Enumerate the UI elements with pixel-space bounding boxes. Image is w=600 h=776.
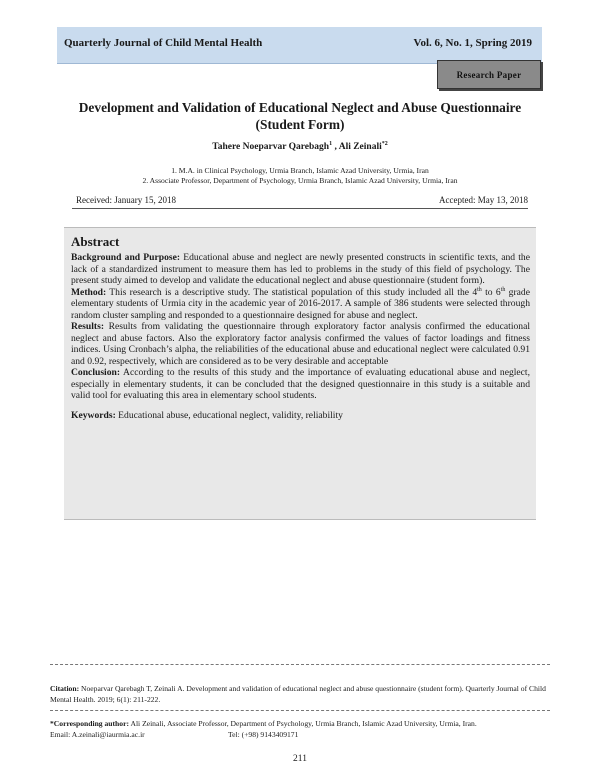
corresponding-label: *Corresponding author: [50,719,129,728]
accepted-date: Accepted: May 13, 2018 [439,195,528,205]
author-name: Tahere Noeparvar Qarebagh [212,142,330,153]
corresponding-email[interactable]: Email: A.zeinali@iaurmia.ac.ir [50,730,145,739]
corresponding-text: Ali Zeinali, Associate Professor, Department of Psychology, Urmia Branch, Islamic Azad University, Urmia, Iran. [128,719,477,728]
author-list [60,141,540,152]
section-text: According to the results of this study and the importance of evaluating educational abuse and neglect, especially in elementary students, it can be concluded that the designed questionnaire in this study is a suitable and valid tool for evaluating this area in elementary school students. [71,367,530,401]
paper-type-badge: Research Paper [437,60,541,89]
affiliation-line: 1. M.A. in Clinical Psychology, Urmia Branch, Islamic Azad University, Urmia, Iran [171,166,429,175]
abstract-conclusion [71,367,530,402]
abstract-method [71,287,530,322]
abstract-body [71,252,530,421]
abstract-keywords [71,410,530,422]
footer-divider [50,710,550,711]
journal-volume: Vol. 6, No. 1, Spring 2019 [413,37,532,49]
section-text: Results from validating the questionnaire through exploratory factor analysis confirmed the educational neglect and abuse factors. Also the exploratory factor analysis confirmed the values of factor loadings and fitness indices. Using Cronbach’s alpha, the reliabilities of the educational abuse and educational neglect were calculated 0.91 and 0.92, respectively, which are considered as to be very desirable and acceptable [71,321,530,367]
ordinal-suffix: th [477,286,482,293]
citation-label: Citation: [50,684,80,693]
author-name: Ali Zeinali [338,142,382,153]
author-separator: , [332,142,339,153]
abstract-box [64,227,536,520]
affiliation-line: 2. Associate Professor, Department of Psychology, Urmia Branch, Islamic Azad University, Urmia, Iran [142,176,458,185]
section-label: Keywords: [71,409,116,421]
journal-name: Quarterly Journal of Child Mental Health [64,37,263,49]
section-label: Background and Purpose: [71,252,181,263]
corresponding-tel: Tel: (+98) 9143409171 [228,730,299,739]
section-label: Results: [71,321,105,332]
section-text: This research is a descriptive study. The statistical population of this study included all the 4 [106,286,478,298]
received-date: Received: January 15, 2018 [76,195,176,205]
abstract-results [71,321,530,367]
section-text: grade elementary students of Urmia city in the academic year of 2016-2017. A sample of 386 students were selected through random cluster sampling and responded to a questionnaire designed for abuse and neglect. [71,286,530,321]
section-text: to 6 [481,286,501,298]
author-affiliation-mark: 1 [329,141,333,147]
journal-header-bar [57,27,542,64]
section-label: Conclusion: [71,367,121,378]
citation-text: Noeparvar Qarebagh T, Zeinali A. Development and validation of educational neglect and abuse questionnaire (student form). Quarterly Journal of Child Mental Health. 2019; 6(1): 211-222. [50,684,546,704]
section-text: Educational abuse and neglect are newly presented constructs in scientific texts, and the lack of a standardized instrument to measure them has led to problems in the study of this field of psychology. The present study aimed to develop and validate the educational neglect and abuse questionnaire (student form). [71,252,530,286]
paper-title-line1: Development and Validation of Educational Neglect and Abuse Questionnaire [78,100,522,115]
author-affiliation-mark: *2 [381,141,388,147]
paper-title-line2: (Student Form) [255,117,345,132]
footer-divider [50,664,550,665]
page-number: 211 [293,754,307,764]
corresponding-author [50,718,550,740]
abstract-background [71,252,530,287]
abstract-heading: Abstract [71,234,120,249]
submission-dates [72,194,528,209]
section-text: Educational abuse, educational neglect, validity, reliability [115,409,343,421]
affiliations [60,166,540,186]
ordinal-suffix: th [500,286,506,293]
paper-title [60,99,540,133]
citation [50,683,550,705]
section-label: Method: [71,286,107,298]
